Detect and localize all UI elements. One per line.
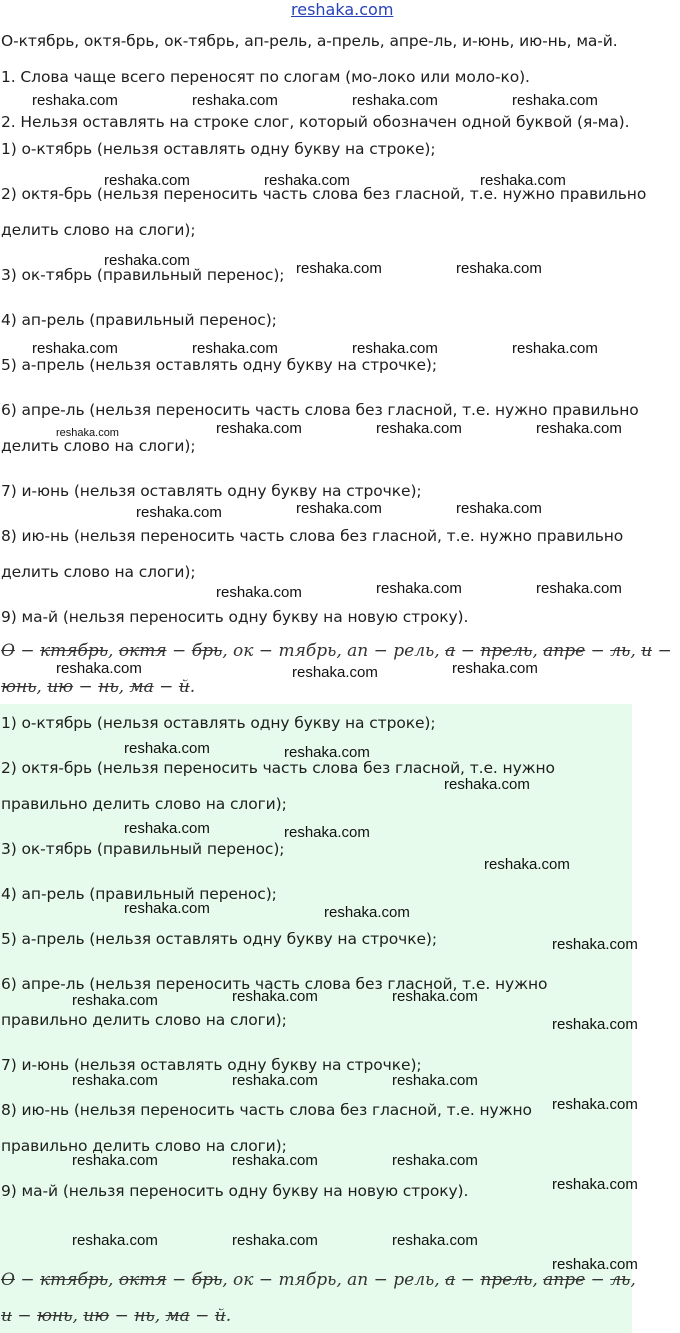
watermark-text: reshaka.com (292, 664, 378, 681)
watermark-text: reshaka.com (552, 936, 638, 953)
math-segment: О (1, 1270, 15, 1290)
math-segment: , ок − тябрь, ап − рель, (222, 641, 446, 661)
math-segment: , (532, 1270, 544, 1290)
top-item-2: 2) октя-брь (нельзя переносить часть слова без гласной, т.е. нужно правильно (1, 185, 647, 203)
math-segment: брь (191, 1270, 223, 1290)
math-segment: − (109, 1306, 135, 1326)
watermark-text: reshaka.com (512, 340, 598, 357)
math-segment: ма (129, 677, 154, 697)
bottom-item-4: 4) ап-рель (правильный перенос); (1, 885, 277, 903)
top-item-3: 3) ок-тябрь (правильный перенос); (1, 266, 285, 284)
watermark-text: reshaka.com (452, 660, 538, 677)
watermark-text: reshaka.com (124, 820, 210, 837)
top-item-9: 9) ма-й (нельзя переносить одну букву на новую строку). (1, 608, 469, 626)
math-segment: нь (98, 677, 119, 697)
watermark-text: reshaka.com (232, 988, 318, 1005)
math-segment: − (455, 1270, 481, 1290)
watermark-text: reshaka.com (192, 92, 278, 109)
watermark-text: reshaka.com (32, 92, 118, 109)
watermark-text: reshaka.com (456, 500, 542, 517)
bottom-item-7: 7) и-юнь (нельзя оставлять одну букву на строчке); (1, 1056, 422, 1074)
bottom-item-9: 9) ма-й (нельзя переносить одну букву на новую строку). (1, 1182, 469, 1200)
math-segment: прель (480, 1270, 533, 1290)
watermark-text: reshaka.com (56, 427, 119, 439)
math-segment: ль (610, 641, 631, 661)
bottom-item-1: 1) о-ктябрь (нельзя оставлять одну букву на строке); (1, 714, 436, 732)
watermark-text: reshaka.com (72, 992, 158, 1009)
math-segment: О (1, 641, 15, 661)
math-segment: ль (610, 1270, 631, 1290)
watermark-text: reshaka.com (72, 1152, 158, 1169)
watermark-text: reshaka.com (296, 500, 382, 517)
math-segment: прель (480, 641, 533, 661)
top-item-5: 5) а-прель (нельзя оставлять одну букву на строчке); (1, 356, 437, 374)
watermark-text: reshaka.com (32, 340, 118, 357)
watermark-text: reshaka.com (216, 420, 302, 437)
rule-2: 2. Нельзя оставлять на строке слог, который обозначен одной буквой (я-ма). (1, 113, 630, 131)
math-segment: брь (191, 641, 223, 661)
math-segment: октя (118, 1270, 167, 1290)
watermark-text: reshaka.com (232, 1232, 318, 1249)
top-item-7: 7) и-юнь (нельзя оставлять одну букву на строчке); (1, 482, 422, 500)
math-segment: ию (47, 677, 74, 697)
math-segment: а (445, 1270, 456, 1290)
bottom-item-6-cont: правильно делить слово на слоги); (1, 1011, 287, 1029)
watermark-text: reshaka.com (56, 660, 142, 677)
watermark-text: reshaka.com (284, 824, 370, 841)
watermark-text: reshaka.com (192, 340, 278, 357)
watermark-text: reshaka.com (444, 776, 530, 793)
math-segment: , ок − тябрь, ап − рель, (222, 1270, 446, 1290)
math-segment: ктябрь (40, 1270, 109, 1290)
watermark-text: reshaka.com (104, 252, 190, 269)
math-segment: нь (134, 1306, 155, 1326)
math-segment: − (153, 677, 179, 697)
math-segment: − (585, 641, 611, 661)
math-segment: , (532, 641, 544, 661)
site-logo-link[interactable]: reshaka.com (291, 0, 394, 19)
math-segment: − (14, 641, 40, 661)
watermark-text: reshaka.com (324, 904, 410, 921)
top-item-8-cont: делить слово на слоги); (1, 563, 196, 581)
top-item-1: 1) о-ктябрь (нельзя оставлять одну букву на строке); (1, 140, 436, 158)
bottom-item-2: 2) октя-брь (нельзя переносить часть слова без гласной, т.е. нужно (1, 759, 555, 777)
math-segment: й (214, 1306, 226, 1326)
watermark-text: reshaka.com (136, 504, 222, 521)
math-segment: − (11, 1306, 38, 1326)
watermark-text: reshaka.com (392, 1152, 478, 1169)
math-segment: а (445, 641, 456, 661)
math-segment: . (189, 677, 196, 697)
watermark-text: reshaka.com (296, 260, 382, 277)
math-segment: − (455, 641, 481, 661)
watermark-text: reshaka.com (456, 260, 542, 277)
watermark-text: reshaka.com (552, 1096, 638, 1113)
math-segment: . (225, 1306, 232, 1326)
watermark-text: reshaka.com (392, 1072, 478, 1089)
rule-1: 1. Слова чаще всего переносят по слогам (мо-локо или моло-ко). (1, 68, 530, 86)
watermark-text: reshaka.com (392, 988, 478, 1005)
math-segment: , (36, 677, 48, 697)
top-item-2-cont: делить слово на слоги); (1, 221, 196, 239)
math-segment: − (166, 1270, 192, 1290)
watermark-text: reshaka.com (264, 172, 350, 189)
watermark-text: reshaka.com (552, 1016, 638, 1033)
top-math-line-1 (1, 640, 672, 662)
watermark-text: reshaka.com (124, 740, 210, 757)
bottom-item-8: 8) ию-нь (нельзя переносить часть слова без гласной, т.е. нужно (1, 1101, 532, 1119)
top-item-6-cont: делить слово на слоги); (1, 437, 196, 455)
watermark-text: reshaka.com (480, 172, 566, 189)
math-segment: юнь (1, 677, 37, 697)
math-segment: и (1, 1306, 12, 1326)
top-item-6: 6) апре-ль (нельзя переносить часть слова без гласной, т.е. нужно правильно (1, 401, 639, 419)
math-segment: − (166, 641, 192, 661)
watermark-text: reshaka.com (232, 1152, 318, 1169)
watermark-text: reshaka.com (352, 340, 438, 357)
watermark-text: reshaka.com (552, 1256, 638, 1273)
math-segment: октя (118, 641, 167, 661)
math-segment: , (108, 641, 119, 661)
math-segment: юнь (37, 1306, 73, 1326)
math-segment: и (641, 641, 653, 661)
watermark-text: reshaka.com (72, 1232, 158, 1249)
math-segment: ктябрь (40, 641, 109, 661)
bottom-item-6: 6) апре-ль (нельзя переносить часть слова без гласной, т.е. нужно (1, 975, 548, 993)
math-segment: й (178, 677, 190, 697)
watermark-text: reshaka.com (552, 1176, 638, 1193)
top-item-4: 4) ап-рель (правильный перенос); (1, 311, 277, 329)
math-segment: − (189, 1306, 215, 1326)
watermark-text: reshaka.com (284, 744, 370, 761)
watermark-text: reshaka.com (536, 420, 622, 437)
top-item-8: 8) ию-нь (нельзя переносить часть слова без гласной, т.е. нужно правильно (1, 527, 624, 545)
bottom-math-line-2 (1, 1305, 231, 1327)
watermark-text: reshaka.com (392, 1232, 478, 1249)
math-segment: − (652, 641, 672, 661)
watermark-text: reshaka.com (72, 1072, 158, 1089)
math-segment: апре (543, 1270, 586, 1290)
bottom-item-8-cont: правильно делить слово на слоги); (1, 1137, 287, 1155)
watermark-text: reshaka.com (104, 172, 190, 189)
math-segment: , (108, 1270, 119, 1290)
math-segment: − (14, 1270, 40, 1290)
math-segment: − (585, 1270, 611, 1290)
words-line: О-ктябрь, октя-брь, ок-тябрь, ап-рель, а-прель, апре-ль, и-юнь, ию-нь, ма-й. (1, 32, 618, 50)
watermark-text: reshaka.com (352, 92, 438, 109)
bottom-item-5: 5) а-прель (нельзя оставлять одну букву на строчке); (1, 930, 437, 948)
bottom-item-3: 3) ок-тябрь (правильный перенос); (1, 840, 285, 858)
math-segment: ма (165, 1306, 190, 1326)
watermark-text: reshaka.com (512, 92, 598, 109)
watermark-text: reshaka.com (124, 900, 210, 917)
math-segment: , (72, 1306, 84, 1326)
math-segment: , (154, 1306, 166, 1326)
math-segment: ию (83, 1306, 110, 1326)
top-math-line-2 (1, 676, 195, 698)
math-segment: , (630, 641, 642, 661)
math-segment: − (73, 677, 99, 697)
watermark-text: reshaka.com (216, 584, 302, 601)
bottom-item-2-cont: правильно делить слово на слоги); (1, 795, 287, 813)
watermark-text: reshaka.com (484, 856, 570, 873)
math-segment: , (630, 1270, 636, 1290)
watermark-text: reshaka.com (376, 580, 462, 597)
math-segment: , (118, 677, 130, 697)
watermark-text: reshaka.com (536, 580, 622, 597)
watermark-text: reshaka.com (376, 420, 462, 437)
bottom-math-line-1 (1, 1269, 636, 1291)
math-segment: апре (543, 641, 586, 661)
watermark-text: reshaka.com (232, 1072, 318, 1089)
